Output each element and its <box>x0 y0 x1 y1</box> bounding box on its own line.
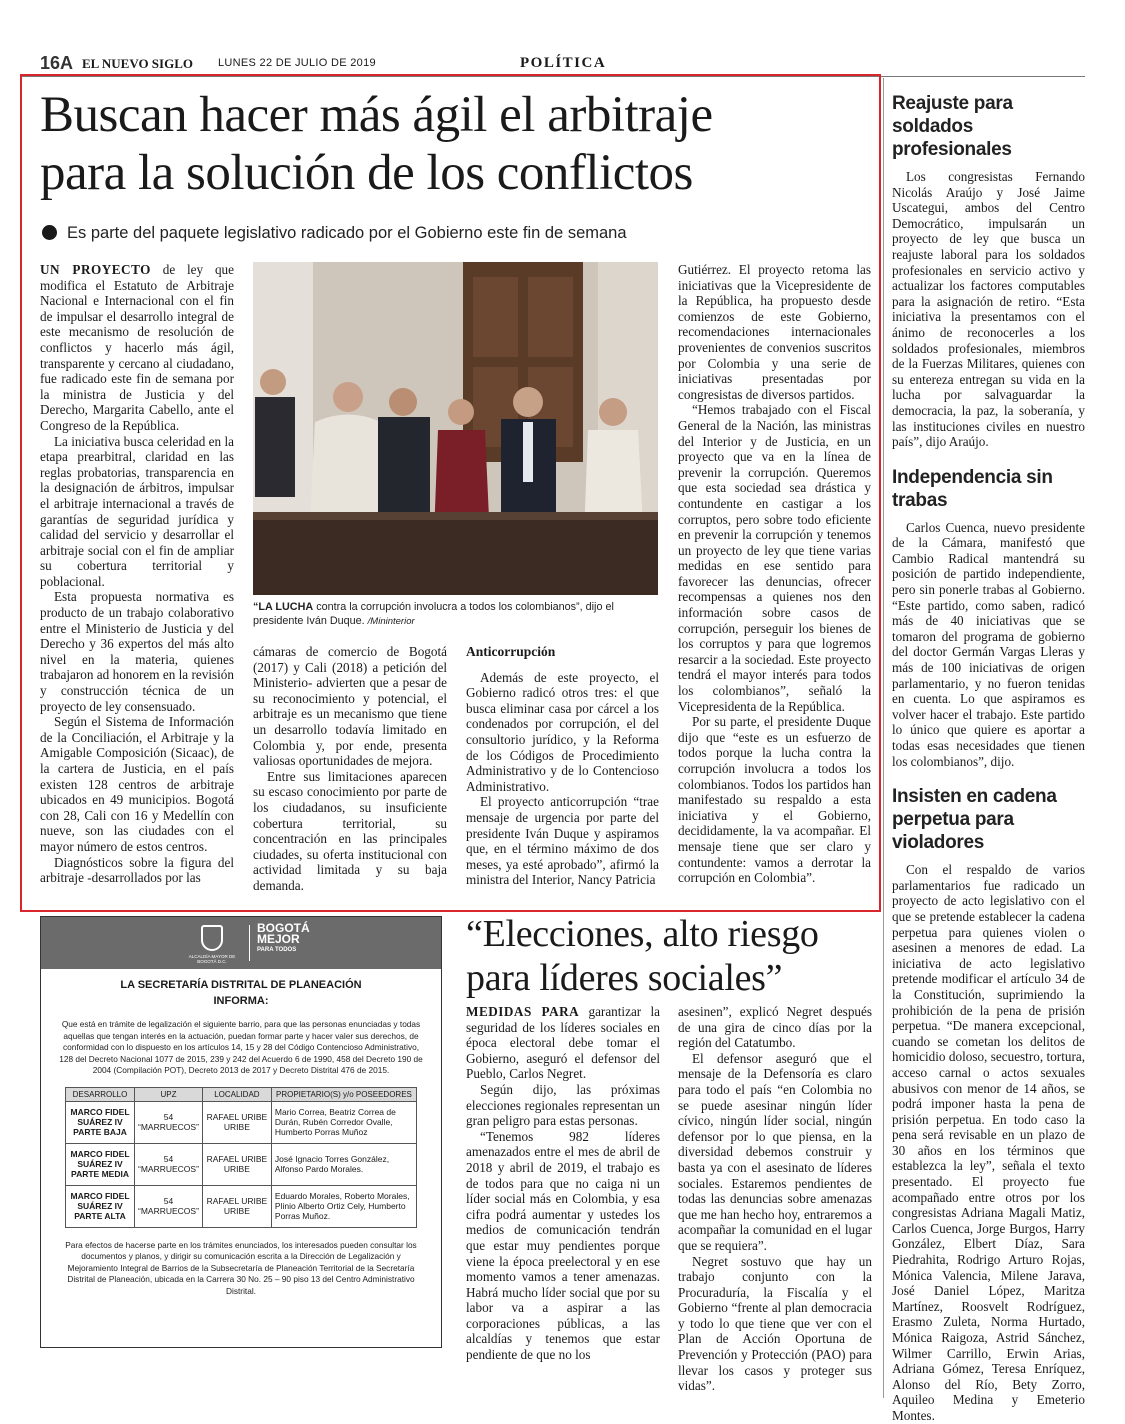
caption-lead: “LA LUCHA <box>253 601 314 613</box>
paragraph: Por su parte, el presidente Duque dijo que “este es un esfuerzo de todos porque la lucha contra la corrupción involucra a todos los colombianos. Todos los partidos han manifestado su respaldo a esta iniciativa y el Gobierno, decididamente, la va acompañar. El mensaje tiene que ser claro y contundente: vamos a derrotar la corrupción en Colombia”. <box>678 714 871 886</box>
ad-logo-small: ALCALDÍA MAYOR DE BOGOTÁ D.C. <box>188 954 236 964</box>
paragraph: “Tenemos 982 líderes amenazados entre el mes de abril de 2018 y abril de 2019, el trabajo es de todos para que no caiga ni un líder social más en Colombia, y esa cifra podrá aumentar y ustedes los medios de comunicación tendrán que estar muy pendientes porque viene la época preelectoral y en ese momento vamos a tener amenazas. Habrá mucho líder social que por su labor va a aspirar a las corporaciones públicas, a las alcaldías y tenemos que estar pendiente de que no los <box>466 1128 660 1363</box>
ad-table <box>65 1087 417 1228</box>
table-row <box>66 1143 417 1185</box>
paragraph: Esta propuesta normativa es producto de un trabajo colaborativo entre el Ministerio de Justicia y del Derecho y 36 expertos del más alto nivel en la materia, quienes trabajaron ad honorem en la revisión y construcción técnica de un proyecto de ley consensuado. <box>40 589 234 714</box>
sidebar <box>892 92 1085 1424</box>
sidebar-body-cadena-perpetua <box>892 862 1085 1423</box>
bogota-seal-icon <box>201 925 223 951</box>
subhead-text: Es parte del paquete legislativo radicado por el Gobierno este fin de semana <box>67 224 627 242</box>
legal-notice-ad <box>40 916 442 1348</box>
paragraph: Gutiérrez. El proyecto retoma las iniciativas que la Vicepresidente de la República, ha propuesto desde comienzos de este Gobierno, recomendaciones internacionales provenientes de convenios suscritos por Colombia y una serie de iniciativas presentadas por congresistas de diversos partidos. <box>678 262 871 402</box>
second-column-1 <box>466 1004 660 1363</box>
main-headline <box>40 86 870 202</box>
main-column-4 <box>678 262 871 886</box>
paragraph: “Hemos trabajado con el Fiscal General de la Nación, las ministras del Interior y de Justicia, en un proyecto que va en la línea de prevenir la corrupción. Queremos que esta sociedad sea drástica y contundente en castigar a los corruptos, pero sobre todo eficiente en prevenir la corrupción y tenemos un proyecto de ley que tiene varias medidas en ese sentido para favorecer las denuncias, ofrecer recompensas a quienes nos den información sobre casos de corrupción, perseguir los bienes de los corruptos y para que logremos resarcir a la sociedad. Este proyecto tendrá el mayor interés para todos los colombianos”, señaló la Vicepresidenta de la República. <box>678 402 871 714</box>
running-header <box>40 53 1085 73</box>
logo-line: BOGOTÁ <box>257 921 310 935</box>
cell-desarrollo: MARCO FIDEL SUÁREZ IV PARTE ALTA <box>66 1185 135 1227</box>
paragraph: Con el respaldo de varios parlamentarios fue radicado un proyecto de acto legislativo con el que se pretende establecer la cadena perpetua para quienes violen o asesinen a menores de edad. La iniciativa de acto legislativo pretende modificar el artículo 34 de la Constitución, suprimiendo la prohibición de la pena de prisión perpetua. “De manera excepcional, cuando se cometan los delitos de homicidio doloso, secuestro, tortura, acceso carnal o actos sexuales abusivos con menor de 14 años, se podrá imponer hasta la pena de prisión perpetua. En todo caso la pena será revisable en un plazo de 30 años en los términos que establezca la ley”, señala el texto presentado. El proyecto fue acompañado entre otros por los congresistas Adriana Magali Matiz, Carlos Cuenca, Jorge Burgos, Harry González, Elbert Díaz, Sara Piedrahita, Rodrigo Arturo Rojas, Mónica Valencia, Milene Jarava, José Daniel López, Maritza Martínez, Roosvelt Rodríguez, Erasmo Zuleta, Norma Hurtado, Mónica Raigoza, Astrid Sánchez, Wilmer Carrillo, Erwin Arias, Adriana Gómez, Teresa Enríquez, Alonso del Río, Bety Zorro, Aquileo Medina y Emeterio Montes. <box>892 862 1085 1423</box>
main-column-3 <box>466 644 659 888</box>
cell-upz: 54 “MARRUECOS” <box>135 1101 203 1143</box>
cell-desarrollo: MARCO FIDEL SUÁREZ IV PARTE MEDIA <box>66 1143 135 1185</box>
cell-propietarios: Eduardo Morales, Roberto Morales, Plinio Alberto Ortiz Cely, Humberto Porras Muñoz. <box>271 1185 416 1227</box>
ad-table-header <box>66 1087 417 1101</box>
ad-logo-big <box>257 923 310 956</box>
paragraph: Diagnósticos sobre la figura del arbitraje -desarrollados por las <box>40 854 234 886</box>
table-row <box>66 1185 417 1227</box>
paragraph: Los congresistas Fernando Nicolás Araújo y José Jaime Uscategui, ambos del Centro Democrático, impulsarán un proyecto de ley que busca un reajuste laboral para los soldados profesionales en servicio activo y actualizar los factores computables para la asignación de retiro. “Esta iniciativa la presentamos con el ánimo de reconocerles a los soldados profesionales, miembros de la Fuerzas Militares, quienes con su entereza entregan su vida en la lucha por salvaguardar la democracia, la paz, la soberanía, y las instituciones civiles en nuestro país”, dijo Araújo. <box>892 169 1085 450</box>
headline-line-2: para líderes sociales” <box>466 957 783 999</box>
sidebar-body-independencia <box>892 520 1085 770</box>
main-subhead <box>42 224 862 243</box>
cell-upz: 54 “MARRUECOS” <box>135 1143 203 1185</box>
issue-date: LUNES 22 DE JULIO DE 2019 <box>218 57 376 69</box>
news-photo <box>253 262 658 595</box>
cell-localidad: RAFAEL URIBE URIBE <box>202 1101 271 1143</box>
photo-illustration <box>253 262 658 595</box>
paragraph: garantizar la seguridad de los líderes sociales en época electoral debe tomar el Gobierno, aseguró el defensor del Pueblo, Carlos Negret. <box>466 1004 660 1082</box>
ad-header-band <box>41 917 441 969</box>
paragraph: de ley que modifica el Estatuto de Arbitraje Nacional e Internacional con el fin de impulsar el desarrollo integral de este mecanismo de resolución de conflictos y hacerlo más ágil, transparente y cercano al ciudadano, fue radicado este fin de semana por la ministra de Justicia y del Derecho, Margarita Cabello, ante el Congreso de la República. <box>40 262 235 433</box>
ad-title <box>41 977 441 1009</box>
sidebar-title-independencia: Independencia sin trabas <box>892 466 1053 511</box>
column-divider <box>883 78 884 1398</box>
title-line: LA SECRETARÍA DISTRITAL DE PLANEACIÓN <box>120 979 362 991</box>
cell-upz: 54 “MARRUECOS” <box>135 1185 203 1227</box>
second-column-2 <box>678 1004 872 1394</box>
sidebar-title-cadena-perpetua <box>892 785 1085 854</box>
paragraph: Entre sus limitaciones aparecen su escaso conocimiento por parte de los ciudadanos, su insuficiente cobertura territorial, su concentración en las principales ciudades, su oferta institucional con actividad limitada y su baja demanda. <box>253 768 447 893</box>
cell-propietarios: José Ignacio Torres González, Alfonso Pardo Morales. <box>271 1143 416 1185</box>
cell-propietarios: Mario Correa, Beatriz Correa de Durán, Rubén Corredor Ovalle, Humberto Porras Muñoz <box>271 1101 416 1143</box>
paragraph: Según dijo, las próximas elecciones regionales representan un gran peligro para estas personas. <box>466 1081 660 1129</box>
title-line: perpetua para violadores <box>892 809 1014 854</box>
caption-text: contra la corrupción involucra a todos los colombianos”, dijo el presidente Iván Duque. <box>253 601 614 627</box>
sidebar-title-reajuste <box>892 92 1085 161</box>
column-header: LOCALIDAD <box>202 1087 271 1101</box>
cell-localidad: RAFAEL URIBE URIBE <box>202 1185 271 1227</box>
paragraph: asesinen”, explicó Negret después de una gira de cinco días por la región del Catatumbo. <box>678 1004 872 1051</box>
paragraph: Además de este proyecto, el Gobierno radicó otros tres: el que busca eliminar casa por cárcel a los condenados por corrupción, el del consultorio jurídico, y la Reforma de los Códigos de Procedimiento Administrativo y de lo Contencioso Administrativo. <box>466 669 659 794</box>
headline-line-1: “Elecciones, alto riesgo <box>466 913 819 955</box>
section-subhead: Anticorrupción <box>466 644 556 659</box>
paragraph: cámaras de comercio de Bogotá (2017) y Cali (2018) a petición del Ministerio- advierten que a pesar de su reconocimiento y potencial, el arbitraje es un mecanismo que tiene un desarrollo todavía limitado en Colombia y, por ende, presenta valiosas oportunidades de mejora. <box>253 644 447 769</box>
title-line: INFORMA: <box>213 995 269 1007</box>
sidebar-body-reajuste <box>892 169 1085 450</box>
paragraph: La iniciativa busca celeridad en la etapa prearbitral, claridad en las reglas probatorias, transparencia en la designación de árbitros, impulsar el arbitraje internacional a través de garantías de seguridad jurídica y calidad del servicio y desarrollar el arbitraje social con el fin de ampliar su cobertura territorial y poblacional. <box>40 433 234 589</box>
main-column-1 <box>40 262 234 886</box>
photo-credit: /Mininterior <box>367 616 415 627</box>
logo-divider <box>249 925 250 961</box>
lead-caps: MEDIDAS PARA <box>466 1004 580 1019</box>
title-line: Insisten en cadena <box>892 786 1057 808</box>
headline-line-2: para la solución de los conflictos <box>40 145 693 201</box>
column-header: UPZ <box>135 1087 203 1101</box>
paragraph: El defensor aseguró que el mensaje de la Defensoría es claro para todo el país “en Colombia no se puede asesinar ningún líder cívico, ningún líder social, ningún defensor por lo que piensa, en la diversidad debemos construir y basta ya con el asesinato de líderes sociales. Estaremos pendientes de todas las denuncias sobre amenazas que me han hecho hoy, entraremos a acompañar la comunidad en el lugar que se requiera”. <box>678 1050 872 1253</box>
ad-footer: Para efectos de hacerse parte en los trámites enunciados, los interesados pueden consultar los documentos y planos, y dirigir su comunicación escrita a la Dirección de Legalización y Mejoramiento Integral de Barrios de la Subsecretaría de Planeación Territorial de la Secretaría Distrital de Planeación, ubicada en la Carrera 30 No. 25 – 90 piso 13 del Centro Administrativo Distrital. <box>65 1239 417 1296</box>
table-row <box>66 1101 417 1143</box>
paragraph: El proyecto anticorrupción “trae mensaje de urgencia por parte del presidente Iván Duque y aspiramos que, en el término máximo de dos meses, ya esté aprobado”, afirmó la ministra del Interior, Nancy Patricia <box>466 794 659 888</box>
paragraph: Negret sostuvo que hay un trabajo conjunto con la Procuraduría, la Fiscalía y el Gobierno “frente al plan democracia y todo lo que tiene que ver con el Plan de Acción Oportuna de Prevención y Protección (PAO) para llevar los casos y proteger sus vidas”. <box>678 1253 872 1394</box>
cell-desarrollo: MARCO FIDEL SUÁREZ IV PARTE BAJA <box>66 1101 135 1143</box>
photo-caption <box>253 600 658 629</box>
section-name: POLÍTICA <box>520 55 607 71</box>
main-column-2 <box>253 644 447 894</box>
second-headline <box>466 912 876 1000</box>
logo-line: PARA TODOS <box>257 947 297 953</box>
lead-caps: UN PROYECTO <box>40 262 151 277</box>
newspaper-name: EL NUEVO SIGLO <box>82 56 193 71</box>
page-number: 16A <box>40 53 74 73</box>
paragraph: Carlos Cuenca, nuevo presidente de la Cámara, manifestó que Cambio Radical mantendrá su posición de partido independiente, pero sin ponerle trabas al Gobierno. “Este partido, como saben, radicó más de 40 iniciativas que se tomaron del programa de gobierno del doctor Germán Vargas Lleras y más de 100 iniciativas de origen parlamentario, y no fueron tenidas en cuenta. Lo que aspiramos es volver hacer el trabajo. Este partido lo único que quiere es aportar a todas esas necesidades que tienen los colombianos”, dijo. <box>892 519 1085 769</box>
column-header: DESARROLLO <box>66 1087 135 1101</box>
logo-line: MEJOR <box>257 932 300 946</box>
bullet-icon <box>42 225 57 240</box>
ad-intro: Que está en trámite de legalización el siguiente barrio, para que las personas enunciadas y todas aquellas que tengan interés en la actuación, puedan formar parte y hacer valer sus derechos, de conformidad con lo dispuesto en los artículos 14, 15 y 28 del Código Contencioso Administrativo, 128 del Decreto Nacional 1077 de 2015, 239 y 242 del Acuerdo 6 de 1990, 458 del Decreto 190 de 2004 (Compilación POT), Decreto 2013 de 2017 y Decreto Distrital 476 de 2015. <box>59 1019 423 1075</box>
paragraph: Según el Sistema de Información de la Conciliación, el Arbitraje y la Amigable Composición (Sicaac), de la cartera de Justicia, en el país existen 128 centros de arbitraje ubicados en 49 municipios. Bogotá con 28, Cali con 16 y Medellín con nueve, son las ciudades con el mayor número de estos centros. <box>40 714 234 854</box>
column-header: PROPIETARIO(S) y/o POSEEDORES <box>271 1087 416 1101</box>
title-line: soldados profesionales <box>892 116 1012 160</box>
title-line: Reajuste para <box>892 93 1013 114</box>
cell-localidad: RAFAEL URIBE URIBE <box>202 1143 271 1185</box>
headline-line-1: Buscan hacer más ágil el arbitraje <box>40 87 713 143</box>
